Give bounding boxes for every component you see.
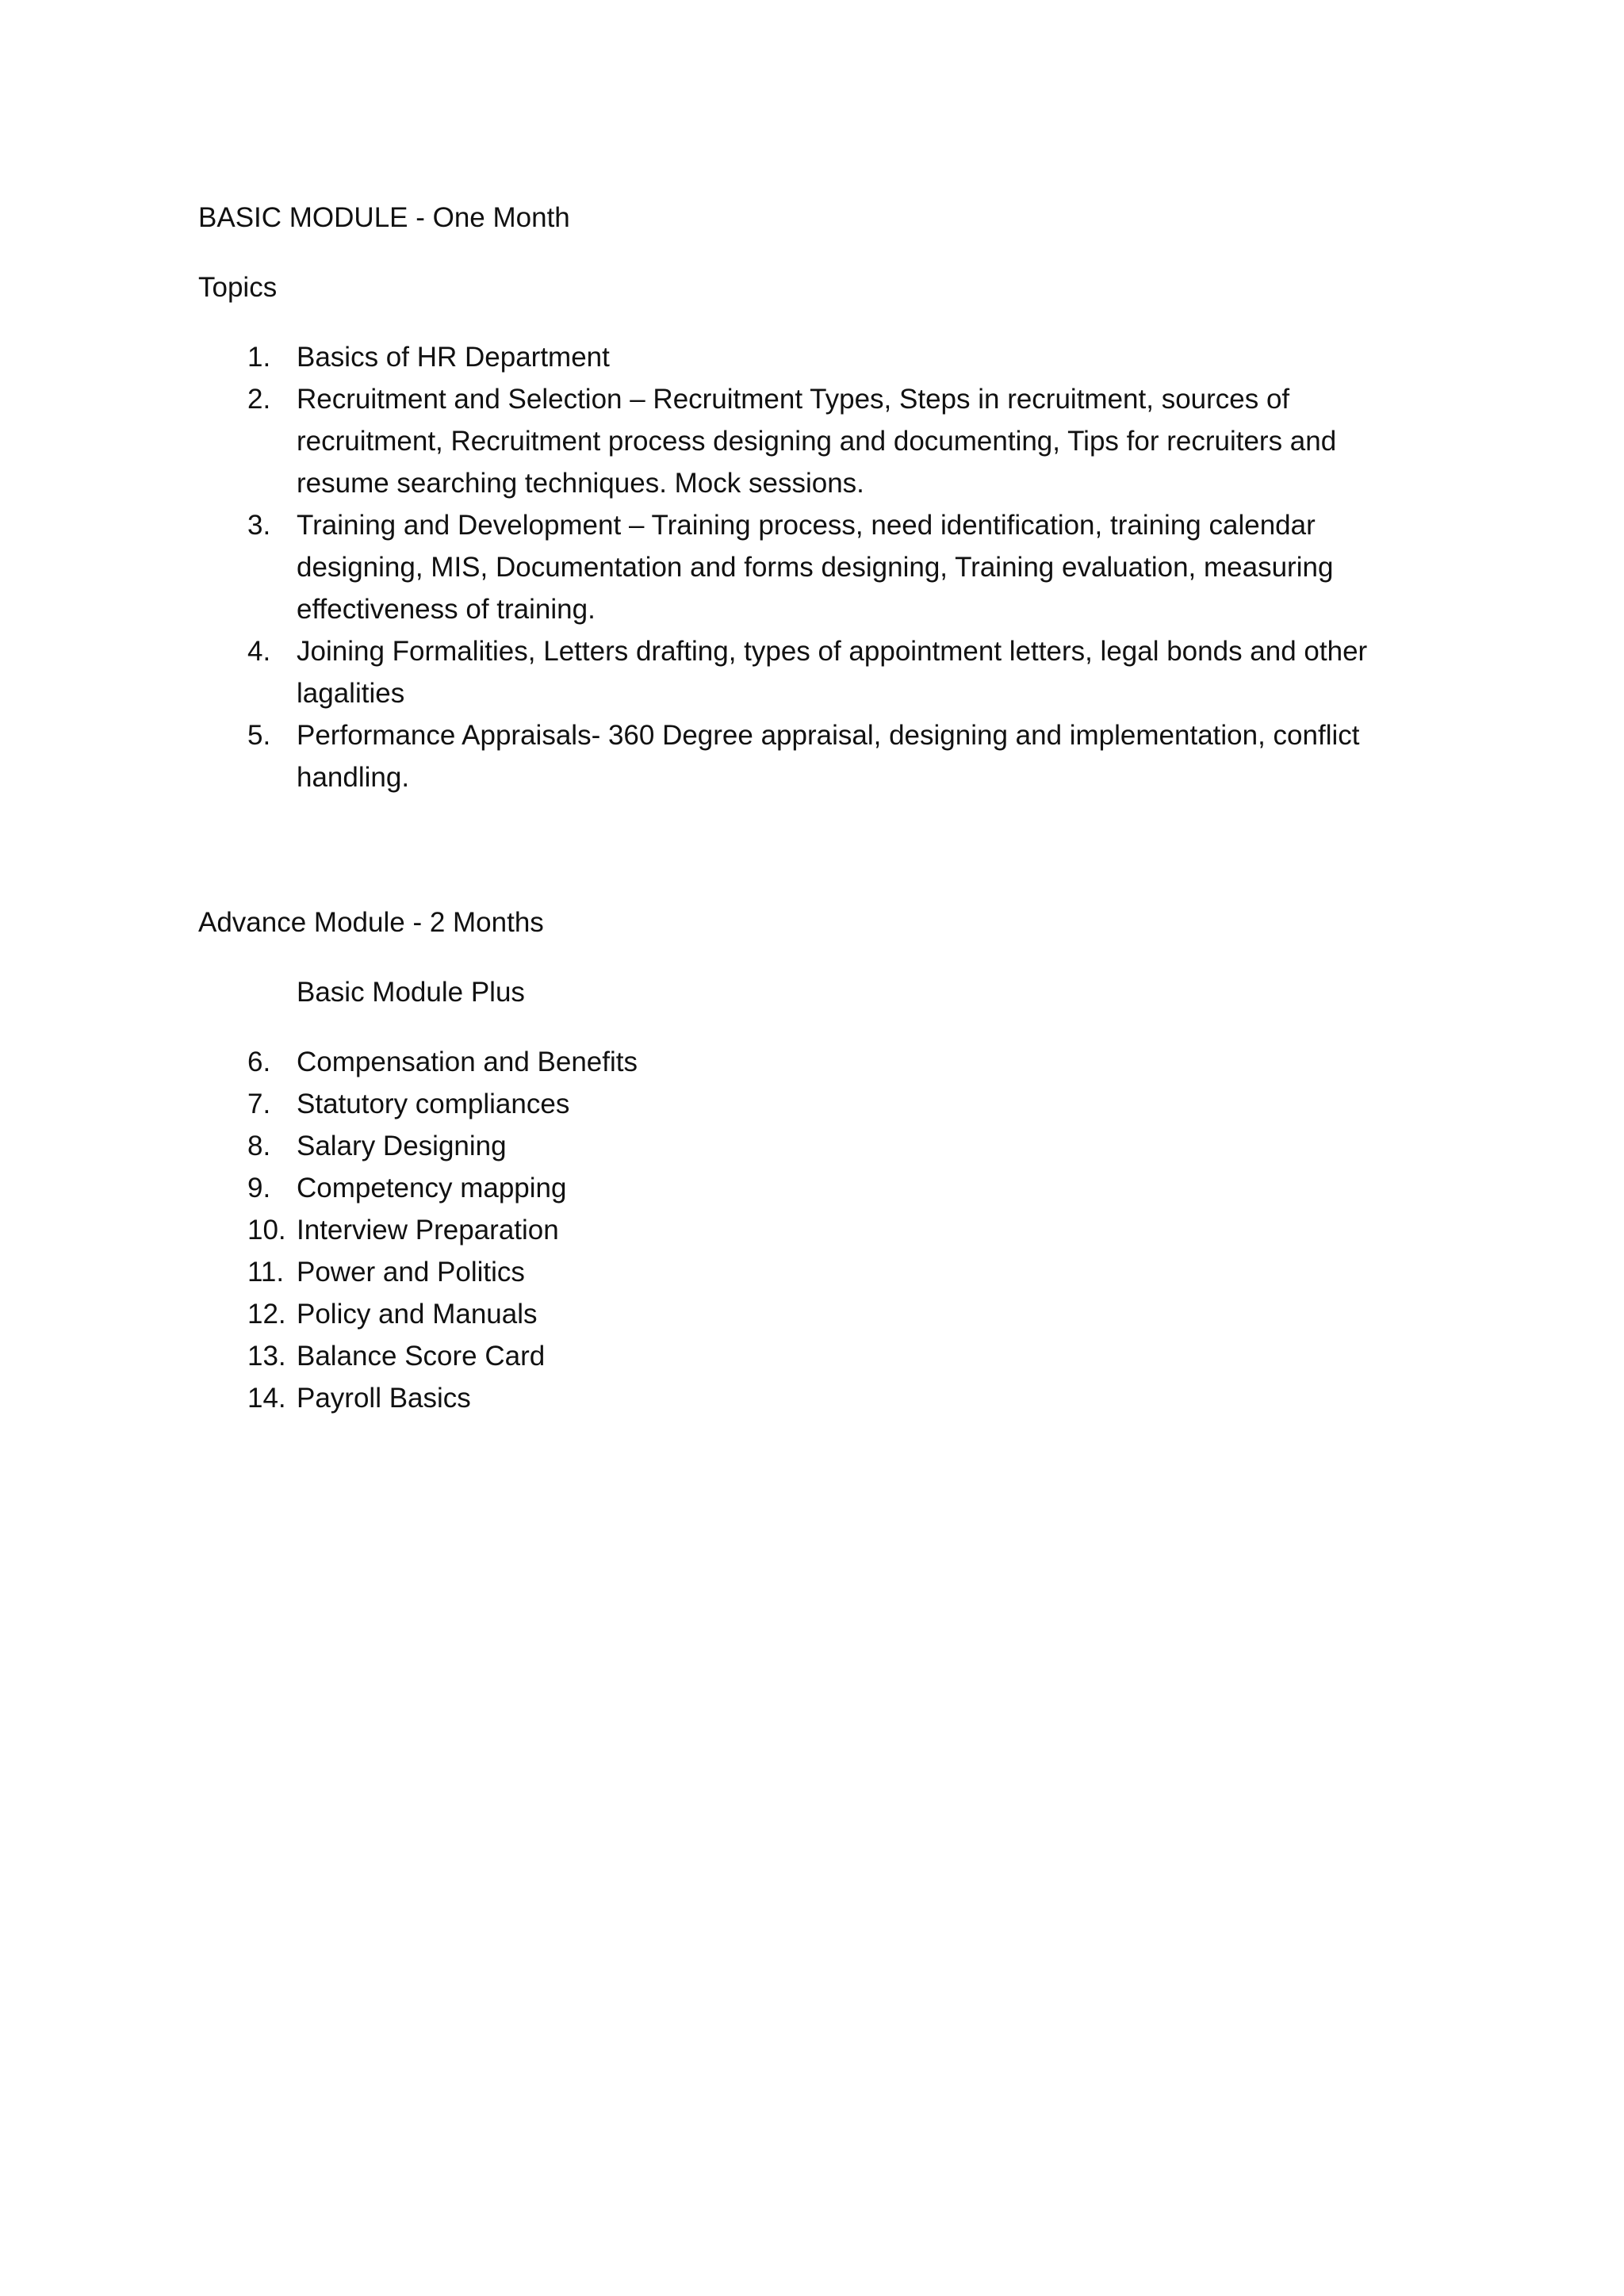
list-item-number: 3.: [247, 510, 271, 541]
list-item-text: Payroll Basics: [297, 1383, 471, 1414]
advance-module-heading: Advance Module - 2 Months: [198, 907, 544, 938]
list-item: [0, 1209, 1391, 1251]
topics-label: Topics: [198, 272, 278, 303]
list-item-text: Competency mapping: [297, 1173, 567, 1203]
list-item-text: Interview Preparation: [297, 1215, 559, 1246]
list-item: [0, 1167, 1391, 1209]
list-item-text: Compensation and Benefits: [297, 1047, 638, 1077]
list-item-number: 8.: [247, 1131, 271, 1161]
list-item-text: Policy and Manuals: [297, 1299, 538, 1330]
list-item: [0, 1377, 1391, 1419]
list-item-number: 12.: [247, 1299, 286, 1330]
basic-topics-list: [0, 336, 1624, 798]
list-item: [0, 714, 1391, 798]
list-item: [0, 1041, 1391, 1083]
list-item-text: Statutory compliances: [297, 1089, 570, 1119]
list-item: [0, 378, 1391, 504]
list-item: [0, 1251, 1391, 1293]
list-item-number: 7.: [247, 1089, 271, 1119]
list-item-text: Power and Politics: [297, 1257, 525, 1288]
list-item-number: 4.: [247, 636, 271, 667]
list-item-number: 2.: [247, 384, 271, 415]
list-item: [0, 1293, 1391, 1335]
list-item: [0, 630, 1391, 714]
list-item-number: 1.: [247, 342, 271, 373]
list-item: [0, 504, 1391, 630]
list-item-number: 14.: [247, 1383, 286, 1414]
list-item: [0, 1125, 1391, 1167]
list-item-text: Recruitment and Selection – Recruitment Types, Steps in recruitment, sources of recruitment, Recruitment process designing and documenting, Tips for recruiters and resume searching techniques. Mock sessions.: [297, 384, 1337, 499]
list-item: [0, 1083, 1391, 1125]
list-item-text: Training and Development – Training process, need identification, training calendar designing, MIS, Documentation and forms designing, Training evaluation, measuring effectiveness of training.: [297, 510, 1334, 625]
list-item-text: Joining Formalities, Letters drafting, types of appointment letters, legal bonds and other lagalities: [297, 636, 1368, 709]
basic-module-plus-label: Basic Module Plus: [297, 977, 525, 1008]
list-item-number: 5.: [247, 720, 271, 751]
advance-topics-list: [0, 1041, 1624, 1419]
list-item-number: 11.: [247, 1257, 285, 1288]
list-item: [0, 1335, 1391, 1377]
list-item-number: 13.: [247, 1341, 286, 1372]
list-item: [0, 336, 1391, 378]
basic-module-heading: BASIC MODULE - One Month: [198, 202, 570, 233]
list-item-number: 6.: [247, 1047, 271, 1077]
list-item-number: 9.: [247, 1173, 271, 1203]
list-item-text: Balance Score Card: [297, 1341, 546, 1372]
list-item-text: Salary Designing: [297, 1131, 507, 1161]
list-item-text: Performance Appraisals- 360 Degree appraisal, designing and implementation, conflict handling.: [297, 720, 1360, 793]
list-item-number: 10.: [247, 1215, 286, 1246]
list-item-text: Basics of HR Department: [297, 342, 610, 373]
